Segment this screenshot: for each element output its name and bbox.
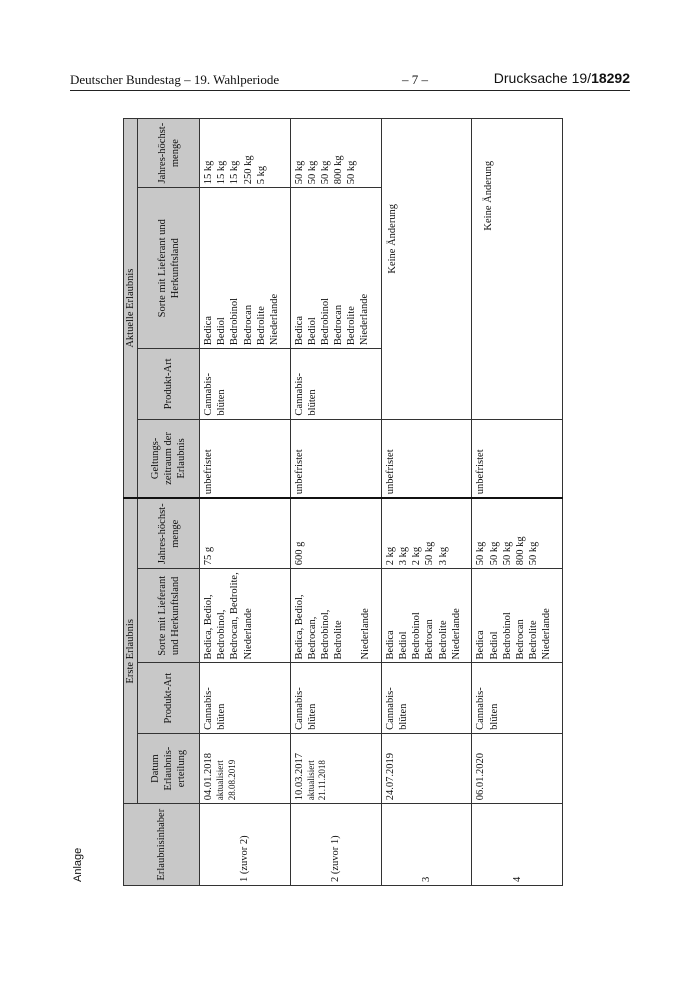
table-row (382, 119, 472, 886)
sort-item: Bedrolite (527, 620, 539, 660)
type2-cell: Cannabis-blüten (290, 349, 381, 419)
sort-item: Bedrobinol (411, 612, 423, 660)
date-note: 21.11.2018 (316, 760, 327, 801)
qty2-item: 15 kg (229, 160, 241, 185)
qty2-item: 800 kg (332, 155, 344, 185)
validity-cell: unbefristet (472, 419, 563, 498)
date-note: aktualisiert (305, 760, 316, 801)
qty2-item: 15 kg (216, 160, 228, 185)
sort-text: Bedica, Bediol, Bedrocan, Bedrobinol, Bedrolite (293, 594, 344, 660)
holder-cell: 2 (zuvor 1) (290, 804, 381, 886)
qty-item: 50 kg (527, 541, 539, 566)
sort-item: Bediol (398, 631, 410, 660)
sort-origin: Niederlande (541, 608, 553, 660)
qty-cell: 75 g (200, 498, 290, 568)
table-row (290, 119, 381, 886)
qty2-cell (290, 119, 381, 188)
qty-item: 50 kg (475, 541, 487, 566)
col-qty2: Jahres-höchst-menge (138, 119, 200, 188)
header-left: Deutscher Bundestag – 19. Wahlperiode (70, 72, 280, 87)
sort-origin: Niederlande (450, 608, 462, 660)
validity-cell: unbefristet (290, 419, 381, 498)
page-number: – 7 – (402, 72, 428, 87)
col-validity: Geltungs-zeitraum der Erlaubnis (138, 419, 200, 498)
header-group-row (124, 119, 138, 886)
type-cell: Cannabis-blüten (200, 663, 290, 733)
col-type2: Produkt-Art (138, 349, 200, 419)
col-date: Datum Erlaubnis-erteilung (138, 733, 200, 803)
document-number-prefix: Drucksache 19/ (493, 70, 592, 86)
sort-item: Bedrocan (514, 619, 526, 660)
sort-cell (200, 569, 290, 663)
type-cell: Cannabis-blüten (290, 663, 381, 733)
no-change-text: Keine Änderung (387, 203, 399, 274)
sort2-origin: Niederlande (359, 293, 371, 346)
current-permit-cell (382, 119, 472, 420)
document-number (494, 70, 630, 86)
col-type: Produkt-Art (138, 663, 200, 733)
col-sort: Sorte mit Lieferant und Herkunftsland (138, 569, 200, 663)
col-qty: Jahres-höchst-menge (138, 498, 200, 568)
date-cell: 06.01.2020 (472, 733, 563, 803)
sort-text: Bedica, Bediol, Bedrobinol, Bedrocan, Bedrolite, (203, 572, 241, 660)
permit-table (123, 118, 563, 886)
qty2-item: 15 kg (203, 160, 215, 185)
qty-item: 50 kg (488, 541, 500, 566)
qty2-item: 50 kg (346, 160, 358, 185)
date-cell: 24.07.2019 (382, 733, 472, 803)
qty-item: 2 kg (385, 546, 397, 566)
date-cell (290, 733, 381, 803)
qty-cell: 600 g (290, 498, 381, 568)
sort-cell (472, 569, 563, 663)
page-header (70, 70, 630, 91)
sort-item: Bedica (385, 630, 397, 660)
sort-item: Bedica (475, 630, 487, 660)
validity-cell: unbefristet (200, 419, 290, 498)
type-cell: Cannabis-blüten (472, 663, 563, 733)
date-cell (200, 733, 290, 803)
sort2-item: Bedrocan (242, 304, 254, 346)
no-change-text: Keine Änderung (483, 160, 495, 231)
date-value: 10.03.2017 (293, 753, 305, 801)
sidebar-label: Anlage (72, 847, 84, 882)
sort-item: Bediol (488, 631, 500, 660)
group-current-permit: Aktuelle Erlaubnis (124, 119, 138, 499)
sort2-cell (200, 188, 290, 349)
sort-origin: Niederlande (360, 608, 372, 660)
type-cell: Cannabis-blüten (382, 663, 472, 733)
sort2-item: Bedrolite (255, 306, 267, 346)
date-value: 04.01.2018 (203, 753, 215, 801)
validity-cell: unbefristet (382, 419, 472, 498)
qty2-item: 50 kg (319, 160, 331, 185)
date-note: 28.08.2019 (226, 759, 237, 801)
qty2-item: 250 kg (242, 155, 254, 185)
rotated-table-container (123, 118, 563, 886)
sort-cell (382, 569, 472, 663)
header-col-row (138, 119, 200, 886)
sort-item: Bedrocan (424, 619, 436, 660)
sort2-item: Bedrobinol (229, 297, 241, 346)
sort2-item: Bediol (216, 317, 228, 346)
sort-item: Bedrobinol (501, 612, 513, 660)
document-number-bold: 18292 (591, 70, 630, 86)
holder-cell: 1 (zuvor 2) (200, 804, 290, 886)
sort-item: Bedrolite (437, 620, 449, 660)
sort-cell (290, 569, 381, 663)
col-sort2: Sorte mit Lieferant und Herkunftsland (138, 188, 200, 349)
sort2-item: Bedica (203, 316, 215, 346)
holder-cell: 4 (472, 804, 563, 886)
qty2-cell (200, 119, 290, 188)
qty-cell (382, 498, 472, 568)
col-holder: Erlaubnisinhaber (124, 804, 200, 886)
sort2-cell (290, 188, 381, 349)
table-row (200, 119, 290, 886)
qty-item: 50 kg (424, 541, 436, 566)
sort2-origin: Niederlande (268, 293, 280, 346)
holder-cell: 3 (382, 804, 472, 886)
sort2-item: Bedrocan (332, 304, 344, 346)
sort2-item: Bedica (293, 316, 305, 346)
qty-cell (472, 498, 563, 568)
current-permit-cell (472, 119, 563, 420)
qty-item: 3 kg (437, 546, 449, 566)
qty-item: 3 kg (398, 546, 410, 566)
qty-item: 50 kg (501, 541, 513, 566)
qty2-item: 50 kg (293, 160, 305, 185)
qty2-item: 50 kg (306, 160, 318, 185)
group-first-permit: Erste Erlaubnis (124, 498, 138, 804)
qty2-item: 5 kg (255, 165, 267, 185)
type2-cell: Cannabis-blüten (200, 349, 290, 419)
qty-item: 800 kg (514, 536, 526, 566)
sort-origin: Niederlande (242, 608, 254, 660)
date-note: aktualisiert (215, 760, 226, 801)
qty-item: 2 kg (411, 546, 423, 566)
sort2-item: Bediol (306, 317, 318, 346)
sort2-item: Bedrolite (346, 306, 358, 346)
table-row (472, 119, 563, 886)
sort2-item: Bedrobinol (319, 297, 331, 346)
